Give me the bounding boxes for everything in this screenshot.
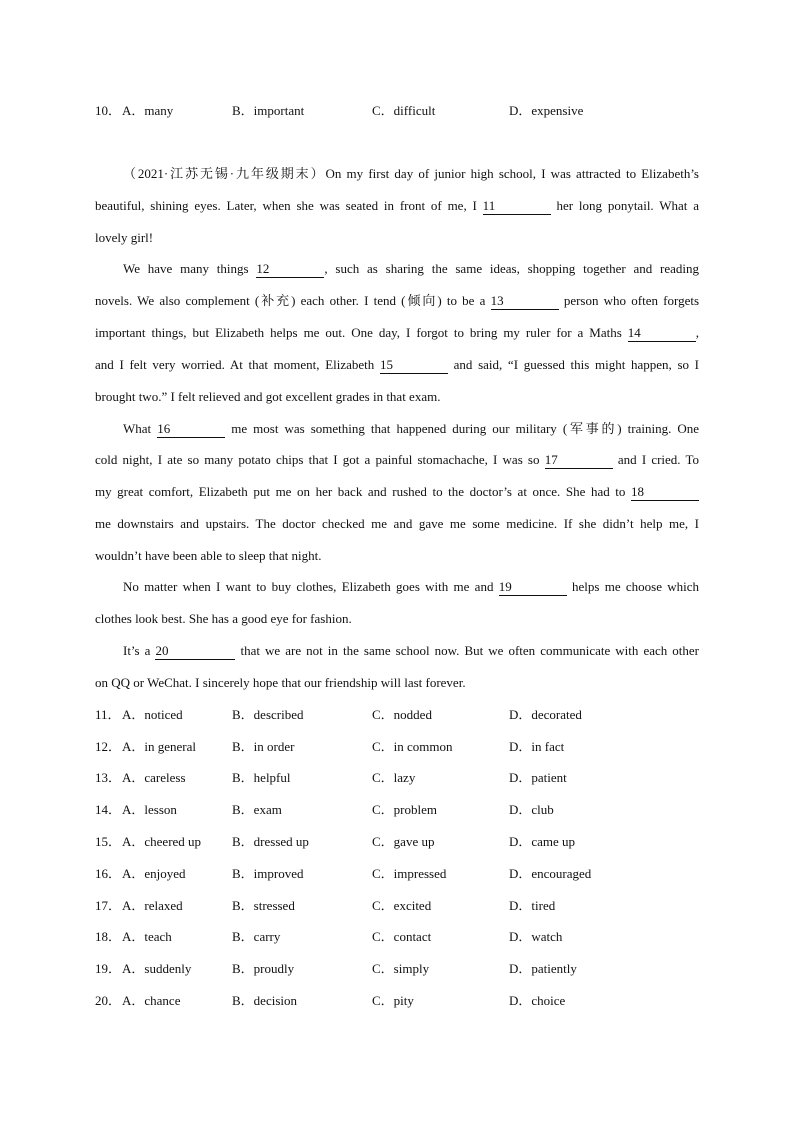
option-b: B．proudly — [232, 961, 295, 976]
question-number: 15． — [95, 834, 122, 849]
option-a: A．noticed — [122, 707, 183, 722]
passage-text: brought two.” I felt relieved and got excellent grades in that exam. — [95, 389, 441, 404]
passage-line — [95, 450, 699, 470]
passage-text: It’s a — [123, 643, 151, 658]
blank-11[interactable]: 11 — [483, 198, 551, 215]
option-c: C．lazy — [372, 770, 416, 785]
option-d: D．in fact — [509, 739, 565, 754]
passage-text: that we are not in the same school now. But we often communicate with each other — [240, 643, 699, 658]
option-b: B．improved — [232, 866, 304, 881]
option-c: C．simply — [372, 961, 430, 976]
question-number: 17． — [95, 898, 122, 913]
passage-text: and I felt very worried. At that moment, Elizabeth — [95, 357, 375, 372]
option-a: A．chance — [122, 993, 181, 1008]
passage-text: wouldn’t have been able to sleep that night. — [95, 548, 322, 563]
passage-text: （2021·江苏无锡·九年级期末）On my first day of junior high school, I was attracted to Elizabeth’s — [123, 166, 699, 181]
question-number: 12． — [95, 739, 122, 754]
passage-line — [95, 482, 699, 502]
blank-15[interactable]: 15 — [380, 357, 448, 374]
passage-text: We have many things — [123, 261, 249, 276]
option-d: D．tired — [509, 898, 556, 913]
passage-line — [95, 355, 699, 375]
blank-14[interactable]: 14 — [628, 325, 696, 342]
option-b: B．stressed — [232, 898, 295, 913]
option-a: A．enjoyed — [122, 866, 186, 881]
passage-line — [95, 291, 699, 311]
passage-line — [95, 323, 699, 343]
option-d: D．watch — [509, 929, 563, 944]
question-number: 10． — [95, 103, 122, 118]
option-c: C．pity — [372, 993, 414, 1008]
passage-text: important things, but Elizabeth helps me out. One day, I forgot to bring my ruler for a Maths — [95, 325, 622, 340]
question-number: 19． — [95, 961, 122, 976]
passage-text: clothes look best. She has a good eye for fashion. — [95, 611, 352, 626]
question-number: 16． — [95, 866, 122, 881]
option-d: D．patiently — [509, 961, 577, 976]
question-number: 20． — [95, 993, 122, 1008]
blank-16[interactable]: 16 — [157, 421, 225, 438]
passage-text: and said, “I guessed this might happen, so I — [453, 357, 700, 372]
passage-text: her long ponytail. What a — [556, 198, 699, 213]
option-a: A．careless — [122, 770, 186, 785]
passage-text: , such as sharing the same ideas, shopping together and reading — [324, 261, 700, 276]
option-b: B．in order — [232, 739, 295, 754]
passage-text: person who often forgets — [563, 293, 700, 308]
passage-text: cold night, I ate so many potato chips that I got a painful stomachache, I was so — [95, 452, 540, 467]
option-a: A．cheered up — [122, 834, 202, 849]
passage-line — [123, 419, 699, 439]
passage-text: on QQ or WeChat. I sincerely hope that our friendship will last forever. — [95, 675, 466, 690]
passage-text: helps me choose which — [572, 579, 700, 594]
option-d: D．club — [509, 802, 554, 817]
option-d: D．patient — [509, 770, 567, 785]
option-b: B．dressed up — [232, 834, 309, 849]
option-d: D．expensive — [509, 103, 584, 118]
blank-17[interactable]: 17 — [545, 452, 613, 469]
passage-line — [95, 387, 699, 407]
passage-line — [95, 196, 699, 216]
option-a: A．many — [122, 103, 174, 118]
blank-12[interactable]: 12 — [256, 261, 324, 278]
question-number: 13． — [95, 770, 122, 785]
question-number: 18． — [95, 929, 122, 944]
option-d: D．choice — [509, 993, 566, 1008]
passage-text: What — [123, 421, 152, 436]
passage-line — [95, 673, 699, 693]
option-c: C．gave up — [372, 834, 435, 849]
passage-line — [123, 577, 699, 597]
passage-line — [95, 228, 699, 248]
blank-19[interactable]: 19 — [499, 579, 567, 596]
option-d: D．decorated — [509, 707, 582, 722]
blank-20[interactable]: 20 — [155, 643, 235, 660]
option-c: C．impressed — [372, 866, 447, 881]
passage-line — [123, 164, 699, 184]
passage-text: me downstairs and upstairs. The doctor checked me and gave me some medicine. If she didn’t help me, I — [95, 516, 699, 531]
passage-text: beautiful, shining eyes. Later, when she was seated in front of me, I — [95, 198, 477, 213]
passage-line — [123, 259, 699, 279]
passage-text: me most was something that happened during our military (军事的) training. One — [231, 421, 700, 436]
passage-line — [123, 641, 699, 661]
option-b: B．exam — [232, 802, 282, 817]
option-b: B．important — [232, 103, 305, 118]
passage-text: my great comfort, Elizabeth put me on her back and rushed to the doctor’s at once. She had to — [95, 484, 626, 499]
option-b: B．helpful — [232, 770, 291, 785]
option-c: C．in common — [372, 739, 453, 754]
passage-line — [95, 546, 699, 566]
option-c: C．problem — [372, 802, 437, 817]
option-a: A．relaxed — [122, 898, 183, 913]
option-d: D．encouraged — [509, 866, 592, 881]
passage-text: and I cried. To — [617, 452, 700, 467]
option-a: A．teach — [122, 929, 172, 944]
option-d: D．came up — [509, 834, 576, 849]
option-c: C．difficult — [372, 103, 436, 118]
option-a: A．in general — [122, 739, 197, 754]
option-b: B．described — [232, 707, 304, 722]
passage-line — [95, 514, 699, 534]
blank-18[interactable]: 18 — [631, 484, 699, 501]
option-b: B．decision — [232, 993, 297, 1008]
blank-13[interactable]: 13 — [491, 293, 559, 310]
option-c: C．nodded — [372, 707, 432, 722]
passage-text: , — [695, 325, 700, 340]
option-c: C．contact — [372, 929, 432, 944]
option-a: A．suddenly — [122, 961, 192, 976]
question-number: 14． — [95, 802, 122, 817]
passage-text: novels. We also complement (补充) each other. I tend (倾向) to be a — [95, 293, 486, 308]
question-number: 11． — [95, 707, 121, 722]
passage-line — [95, 609, 699, 629]
passage-text: lovely girl! — [95, 230, 154, 245]
option-b: B．carry — [232, 929, 281, 944]
passage-text: No matter when I want to buy clothes, Elizabeth goes with me and — [123, 579, 494, 594]
option-a: A．lesson — [122, 802, 177, 817]
option-c: C．excited — [372, 898, 432, 913]
